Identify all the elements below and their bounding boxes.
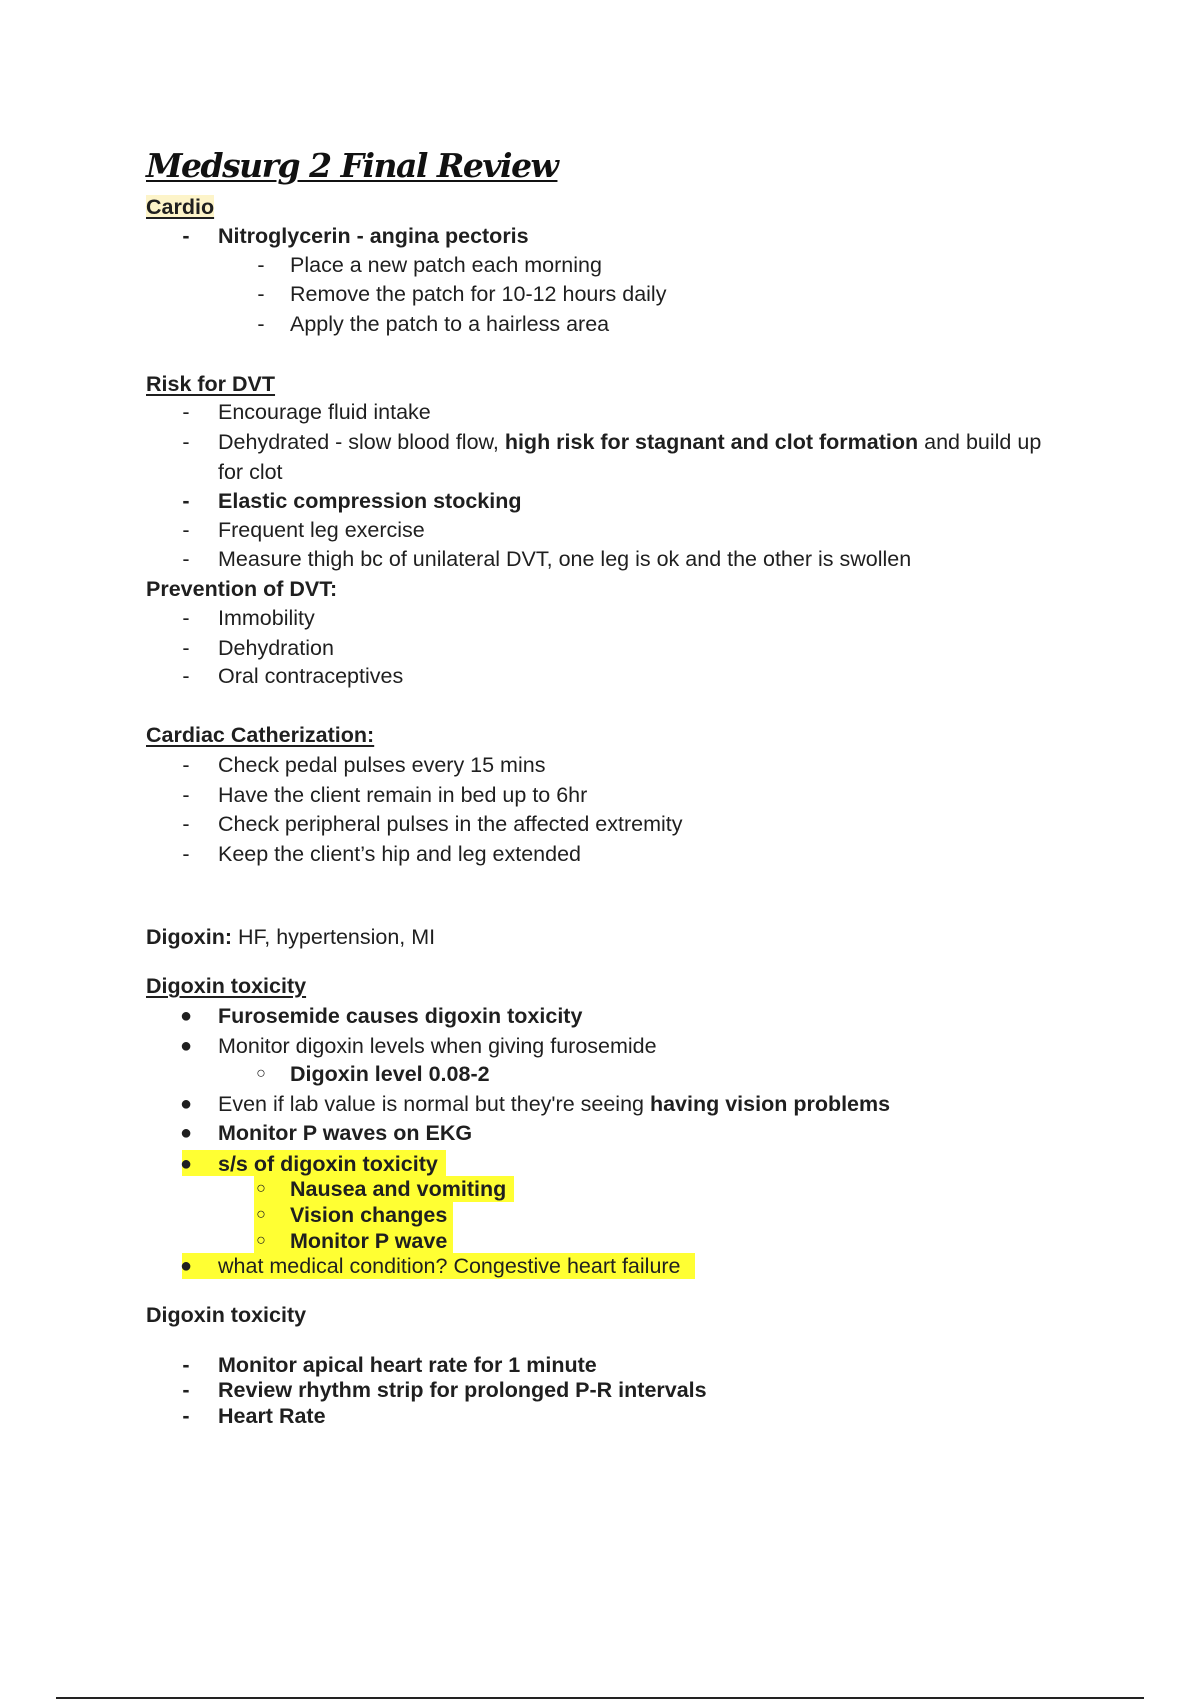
document-page: Medsurg 2 Final Review Cardio - Nitroglycerin - angina pectoris - Place a new patch each morning - Remove the patch for 10-12 hours daily - Apply the patch to a hairless area Risk for DVT - Encourage fluid intake - Dehydrated - slow blood flow, high risk for stagnant and clot formation and build up for clot - Elastic compression stocking - Frequent leg exercise - Measure thigh bc of unilateral DVT, one leg is ok and the other is swollen Prevention of DVT: - Immobility - Dehydration - Oral contraceptives Cardiac Catherization: - Check pedal pulses every 15 mins - Have the client remain in bed up to 6hr - Check peripheral pulses in the affected extremity - Keep the client’s hip and leg extended Digoxin: HF, hypertension, MI Digoxin toxicity ● Furosemide causes digoxin toxicity ● Monitor digoxin levels when giving furosemide ○ Digoxin level 0.08-2 ● Even if lab value is normal but they're seeing having vision problems ● Monitor P waves on EKG ● s/s of digoxin toxicity ○ Nausea and vomiting ○ Vision changes ○ Monitor P wave ● what medical condition? Congestive heart failure Digoxin toxicity - Monitor apical heart rate for 1 minute - Review rhythm strip for prolonged P-R intervals - Heart Rate: [0, 0, 1200, 1700]
section-heading-prevention-dvt: Prevention of DVT:: [146, 577, 338, 601]
section-heading-cardio: Cardio: [146, 195, 215, 219]
bullet-marker: ●: [179, 1122, 193, 1144]
dash-marker: -: [182, 753, 190, 777]
dash-marker: -: [257, 282, 265, 306]
dash-marker: -: [182, 547, 190, 571]
bullet-marker: ●: [179, 1153, 193, 1175]
dash-marker: -: [182, 842, 190, 866]
dash-marker: -: [182, 1378, 190, 1402]
dash-marker: -: [182, 1353, 190, 1377]
section-heading-risk-dvt: Risk for DVT: [146, 372, 276, 396]
bullet-marker: ●: [179, 1093, 193, 1115]
dash-marker: -: [182, 224, 190, 248]
dash-marker: -: [257, 253, 265, 277]
dash-marker: -: [182, 400, 190, 424]
bullet-marker: ●: [179, 1035, 193, 1057]
bullet-marker: ●: [179, 1255, 193, 1277]
dash-marker: -: [182, 812, 190, 836]
dash-marker: -: [182, 606, 190, 630]
dash-marker: -: [257, 312, 265, 336]
digoxin-line: Digoxin: HF, hypertension, MI: [146, 925, 436, 949]
bullet-marker: ●: [179, 1005, 193, 1027]
page-title: Medsurg 2 Final Review: [146, 146, 558, 185]
circle-marker: ○: [256, 1180, 266, 1197]
circle-marker: ○: [256, 1065, 266, 1082]
dash-marker: -: [182, 489, 190, 513]
circle-marker: ○: [256, 1206, 266, 1223]
dash-marker: -: [182, 783, 190, 807]
page-bottom-rule: [56, 1697, 1144, 1699]
dash-marker: -: [182, 636, 190, 660]
dash-marker: -: [182, 664, 190, 688]
section-heading-digoxin-toxicity-2: Digoxin toxicity: [146, 1303, 307, 1327]
dash-marker: -: [182, 518, 190, 542]
dash-marker: -: [182, 1404, 190, 1428]
circle-marker: ○: [256, 1232, 266, 1249]
section-heading-cardiac-cath: Cardiac Catherization:: [146, 723, 375, 747]
dash-marker: -: [182, 430, 190, 454]
section-heading-digoxin-toxicity: Digoxin toxicity: [146, 974, 307, 998]
